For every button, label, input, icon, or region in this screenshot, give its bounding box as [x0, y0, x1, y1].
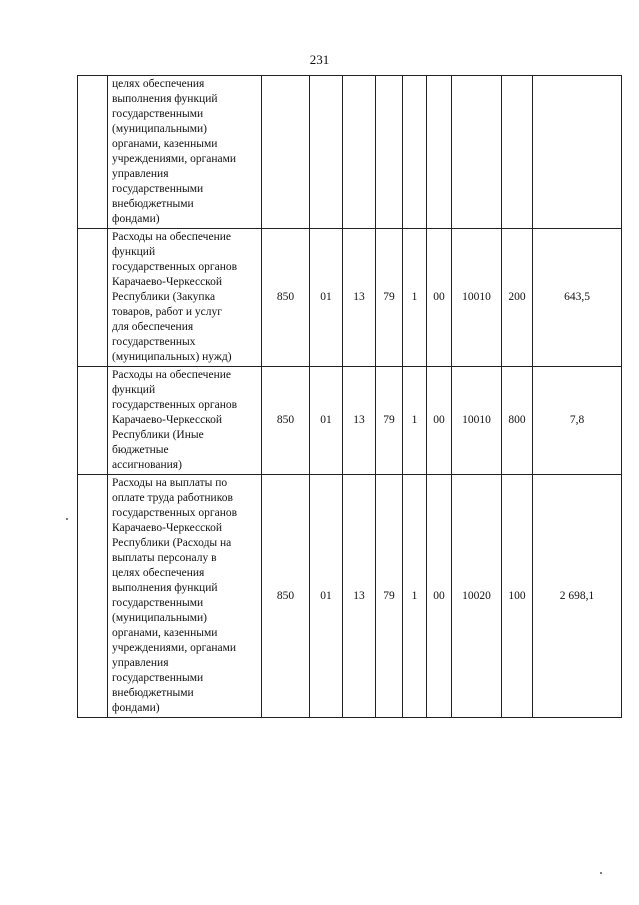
direction-cell: 10010	[452, 229, 502, 367]
description-cell	[108, 475, 262, 718]
description-line: оплате труда работников	[112, 492, 233, 504]
description-line: выполнения функций	[112, 582, 218, 594]
section-cell: 01	[310, 475, 343, 718]
description-line: Республики (Иные	[112, 429, 204, 441]
page-number: 231	[309, 52, 330, 67]
description-line: государственных органов	[112, 399, 238, 411]
description-line: Карачаево-Черкесской	[112, 414, 223, 426]
description-line: Расходы на выплаты по	[112, 477, 228, 489]
ministry-cell	[262, 76, 310, 229]
row-number-cell	[78, 475, 108, 718]
description-line: целях обеспечения	[112, 78, 205, 90]
section-cell: 01	[310, 229, 343, 367]
expense-type-cell: 800	[502, 367, 533, 475]
amount-cell: 7,8	[533, 367, 622, 475]
row-number-cell	[78, 76, 108, 229]
description-line: ассигнования)	[112, 459, 182, 471]
description-line: Расходы на обеспечение	[112, 369, 231, 381]
description-line: государственными	[112, 183, 204, 195]
description-cell	[108, 229, 262, 367]
program-cell: 79	[376, 229, 403, 367]
subsection-cell: 13	[343, 475, 376, 718]
ministry-cell: 850	[262, 229, 310, 367]
section-cell	[310, 76, 343, 229]
expense-type-cell	[502, 76, 533, 229]
description-line: государственных органов	[112, 261, 238, 273]
description-line: фондами)	[112, 702, 160, 714]
table-row	[78, 475, 622, 718]
description-cell	[108, 76, 262, 229]
description-line: бюджетные	[112, 444, 169, 456]
expense-type-cell: 200	[502, 229, 533, 367]
description-line: государственными	[112, 597, 204, 609]
description-line: Карачаево-Черкесской	[112, 522, 223, 534]
description-line: фондами)	[112, 213, 160, 225]
subsection-cell: 13	[343, 229, 376, 367]
table-body	[78, 76, 622, 718]
scan-speck	[66, 518, 68, 520]
table-row	[78, 229, 622, 367]
subprogram-cell: 1	[403, 475, 427, 718]
direction-cell: 10020	[452, 475, 502, 718]
description-line: Расходы на обеспечение	[112, 231, 231, 243]
description-line: управления	[112, 168, 169, 180]
description-line: учреждениями, органами	[112, 153, 237, 165]
description-line: (муниципальными)	[112, 612, 207, 624]
description-line: (муниципальных) нужд)	[112, 351, 232, 363]
description-line: выплаты персоналу в	[112, 552, 217, 564]
subprogram-cell: 1	[403, 229, 427, 367]
subprogram-cell	[403, 76, 427, 229]
subsection-cell: 13	[343, 367, 376, 475]
description-line: государственными	[112, 672, 204, 684]
amount-cell: 2 698,1	[533, 475, 622, 718]
description-line: управления	[112, 657, 169, 669]
scan-speck	[600, 872, 602, 874]
ministry-cell: 850	[262, 367, 310, 475]
description-line: внебюджетными	[112, 198, 194, 210]
row-number-cell	[78, 229, 108, 367]
table-row	[78, 76, 622, 229]
table-row	[78, 367, 622, 475]
subsection-cell	[343, 76, 376, 229]
main-event-cell: 00	[427, 229, 452, 367]
description-line: государственными	[112, 108, 204, 120]
ministry-cell: 850	[262, 475, 310, 718]
description-line: государственных органов	[112, 507, 238, 519]
amount-cell	[533, 76, 622, 229]
description-line: для обеспечения	[112, 321, 194, 333]
subprogram-cell: 1	[403, 367, 427, 475]
program-cell	[376, 76, 403, 229]
description-line: товаров, работ и услуг	[112, 306, 222, 318]
program-cell: 79	[376, 367, 403, 475]
description-line: органами, казенными	[112, 138, 218, 150]
budget-table	[77, 75, 622, 718]
description-line: (муниципальными)	[112, 123, 207, 135]
description-line: функций	[112, 246, 156, 258]
expense-type-cell: 100	[502, 475, 533, 718]
main-event-cell	[427, 76, 452, 229]
description-line: целях обеспечения	[112, 567, 205, 579]
direction-cell	[452, 76, 502, 229]
description-line: органами, казенными	[112, 627, 218, 639]
section-cell: 01	[310, 367, 343, 475]
description-cell	[108, 367, 262, 475]
direction-cell: 10010	[452, 367, 502, 475]
description-line: выполнения функций	[112, 93, 218, 105]
program-cell: 79	[376, 475, 403, 718]
description-line: учреждениями, органами	[112, 642, 237, 654]
description-line: внебюджетными	[112, 687, 194, 699]
main-event-cell: 00	[427, 475, 452, 718]
description-line: государственных	[112, 336, 196, 348]
row-number-cell	[78, 367, 108, 475]
description-line: Республики (Закупка	[112, 291, 216, 303]
amount-cell: 643,5	[533, 229, 622, 367]
main-event-cell: 00	[427, 367, 452, 475]
description-line: функций	[112, 384, 156, 396]
description-line: Карачаево-Черкесской	[112, 276, 223, 288]
description-line: Республики (Расходы на	[112, 537, 232, 549]
